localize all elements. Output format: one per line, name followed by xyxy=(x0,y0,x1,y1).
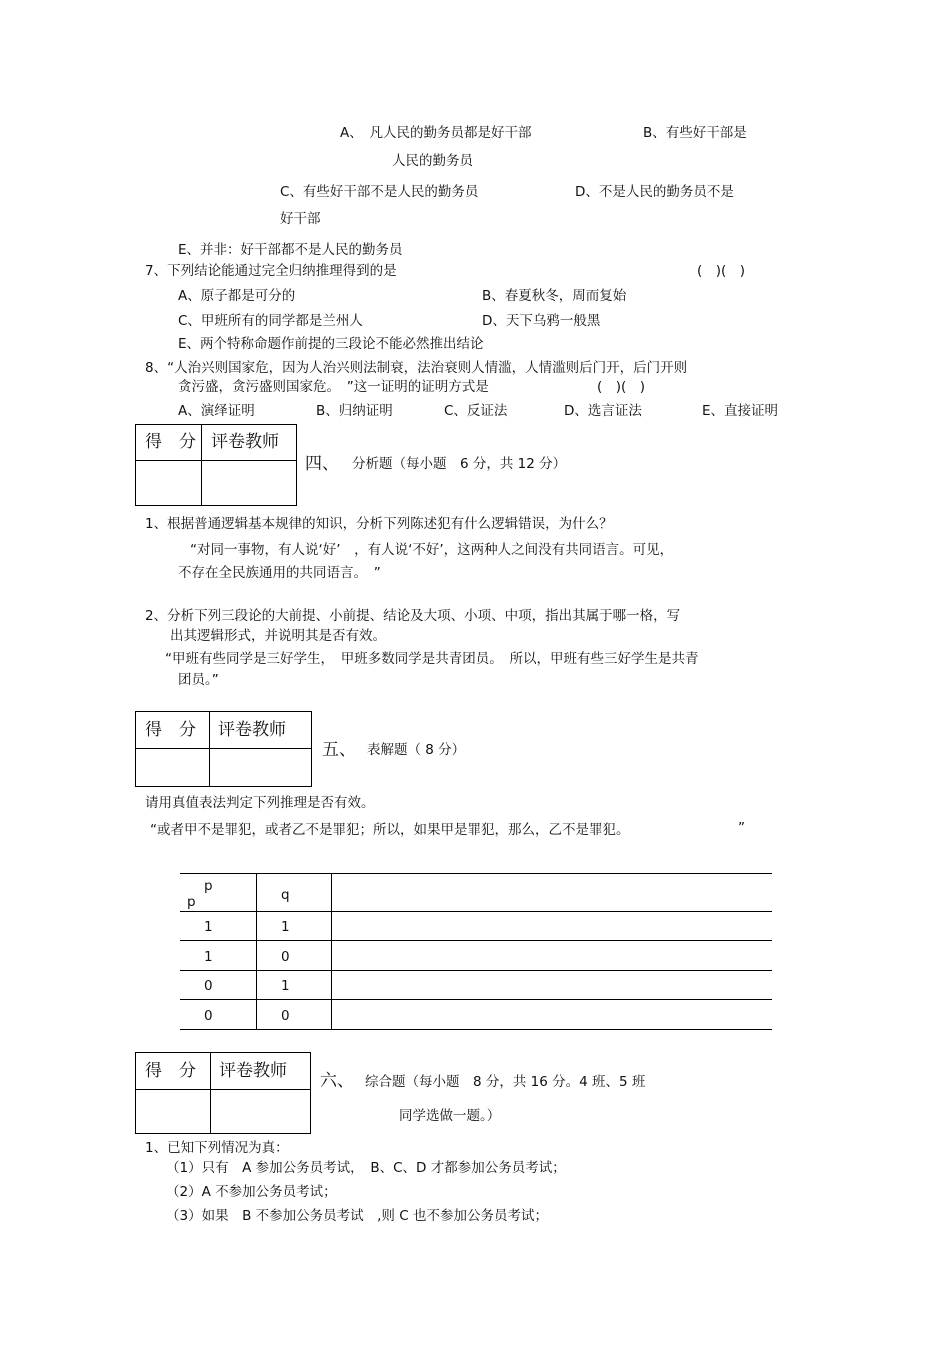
s6-q1-stem: 1、已知下列情况为真： xyxy=(145,1140,289,1156)
truth-cell-p: 1 xyxy=(204,949,213,965)
truth-cell-p: 0 xyxy=(204,978,213,994)
s4-q1-stem: 1、根据普通逻辑基本规律的知识，分析下列陈述犯有什么逻辑错误，为什么？ xyxy=(145,516,613,532)
q8-option-e: E、直接证明 xyxy=(702,403,779,419)
truth-cell-q: 0 xyxy=(281,949,290,965)
section5-title: 表解题（ 8 分） xyxy=(367,742,466,758)
score-box-section6 xyxy=(135,1052,311,1134)
grader-label: 评卷教师 xyxy=(218,720,286,740)
q7-stem: 7、下列结论能通过完全归纳推理得到的是 xyxy=(145,263,397,279)
section4-number: 四、 xyxy=(305,454,339,474)
truth-table xyxy=(180,873,772,1030)
s4-q1-quote-line1: “对同一事物，有人说‘好’ ，有人说‘不好’，这两种人之间没有共同语言。可见， xyxy=(190,542,674,558)
s4-q2-quote-line1: “甲班有些同学是三好学生， 甲班多数同学是共青团员。 所以，甲班有些三好学生是共青 xyxy=(165,651,699,667)
truth-cell-p: 0 xyxy=(204,1008,213,1024)
s4-q2-stem-line1: 2、分析下列三段论的大前提、小前提、结论及大项、小项、中项，指出其属于哪一格，写 xyxy=(145,608,681,624)
score-label: 得 分 xyxy=(145,1061,196,1081)
q6-option-b: B、有些好干部是 xyxy=(643,125,747,141)
s4-q2-quote-line2: 团员。” xyxy=(178,672,219,688)
q7-option-c: C、甲班所有的同学都是兰州人 xyxy=(178,313,363,329)
q6-option-b-continued: 人民的勤务员 xyxy=(392,153,473,169)
s6-q1-item3: （3）如果 B 不参加公务员考试 ,则 C 也不参加公务员考试； xyxy=(166,1208,548,1224)
section6-title-line2: 同学选做一题。） xyxy=(399,1108,501,1124)
section4-title: 分析题（每小题 6 分，共 12 分） xyxy=(352,456,567,472)
q6-option-e: E、并非：好干部都不是人民的勤务员 xyxy=(178,242,403,258)
q8-stem-line2: 贪污盛，贪污盛则国家危。 ”这一证明的证明方式是 xyxy=(178,379,489,395)
truth-cell-p: 1 xyxy=(204,919,213,935)
score-label: 得 分 xyxy=(145,720,196,740)
grader-label: 评卷教师 xyxy=(219,1061,287,1081)
truth-header-p-top: p xyxy=(204,878,213,894)
s5-quote-close: ” xyxy=(738,820,745,836)
grader-label: 评卷教师 xyxy=(211,432,279,452)
truth-cell-q: 1 xyxy=(281,919,290,935)
q7-option-e: E、两个特称命题作前提的三段论不能必然推出结论 xyxy=(178,336,484,352)
q7-option-d: D、天下乌鸦一般黑 xyxy=(482,313,601,329)
q8-stem-line1: 8、“人治兴则国家危，因为人治兴则法制衰，法治衰则人情滥，人情滥则后门开，后门开则 xyxy=(145,360,688,376)
q8-option-d: D、选言证法 xyxy=(564,403,642,419)
s6-q1-item1: （1）只有 A 参加公务员考试， B、C、D 才都参加公务员考试； xyxy=(166,1160,566,1176)
truth-header-q: q xyxy=(281,887,290,903)
truth-cell-q: 0 xyxy=(281,1008,290,1024)
q8-option-a: A、演绎证明 xyxy=(178,403,255,419)
section6-title-line1: 综合题（每小题 8 分，共 16 分。4 班、5 班 xyxy=(365,1074,646,1090)
q8-option-b: B、归纳证明 xyxy=(316,403,393,419)
q6-option-d-continued: 好干部 xyxy=(280,211,321,227)
q7-option-a: A、原子都是可分的 xyxy=(178,288,296,304)
s6-q1-item2: （2）A 不参加公务员考试； xyxy=(166,1184,337,1200)
score-label: 得 分 xyxy=(145,432,196,452)
s4-q1-quote-line2: 不存在全民族通用的共同语言。 ” xyxy=(178,565,381,581)
section6-number: 六、 xyxy=(320,1071,354,1091)
s5-quote: “或者甲不是罪犯，或者乙不是罪犯；所以，如果甲是罪犯，那么，乙不是罪犯。 xyxy=(150,822,630,838)
score-box-section4 xyxy=(135,424,297,506)
truth-header-p: p xyxy=(187,894,196,910)
truth-cell-q: 1 xyxy=(281,978,290,994)
q6-option-d: D、不是人民的勤务员不是 xyxy=(575,184,734,200)
q6-option-c: C、有些好干部不是人民的勤务员 xyxy=(280,184,479,200)
s5-instruction: 请用真值表法判定下列推理是否有效。 xyxy=(145,795,375,811)
q8-option-c: C、反证法 xyxy=(444,403,508,419)
score-box-section5 xyxy=(135,711,312,787)
s4-q2-stem-line2: 出其逻辑形式，并说明其是否有效。 xyxy=(170,628,386,644)
section5-number: 五、 xyxy=(322,740,356,760)
q7-option-b: B、春夏秋冬，周而复始 xyxy=(482,288,627,304)
q6-option-a: A、 凡人民的勤务员都是好干部 xyxy=(340,125,532,141)
q7-answer-blanks: ( )( ) xyxy=(697,263,746,279)
q8-answer-blanks: ( )( ) xyxy=(597,379,646,395)
